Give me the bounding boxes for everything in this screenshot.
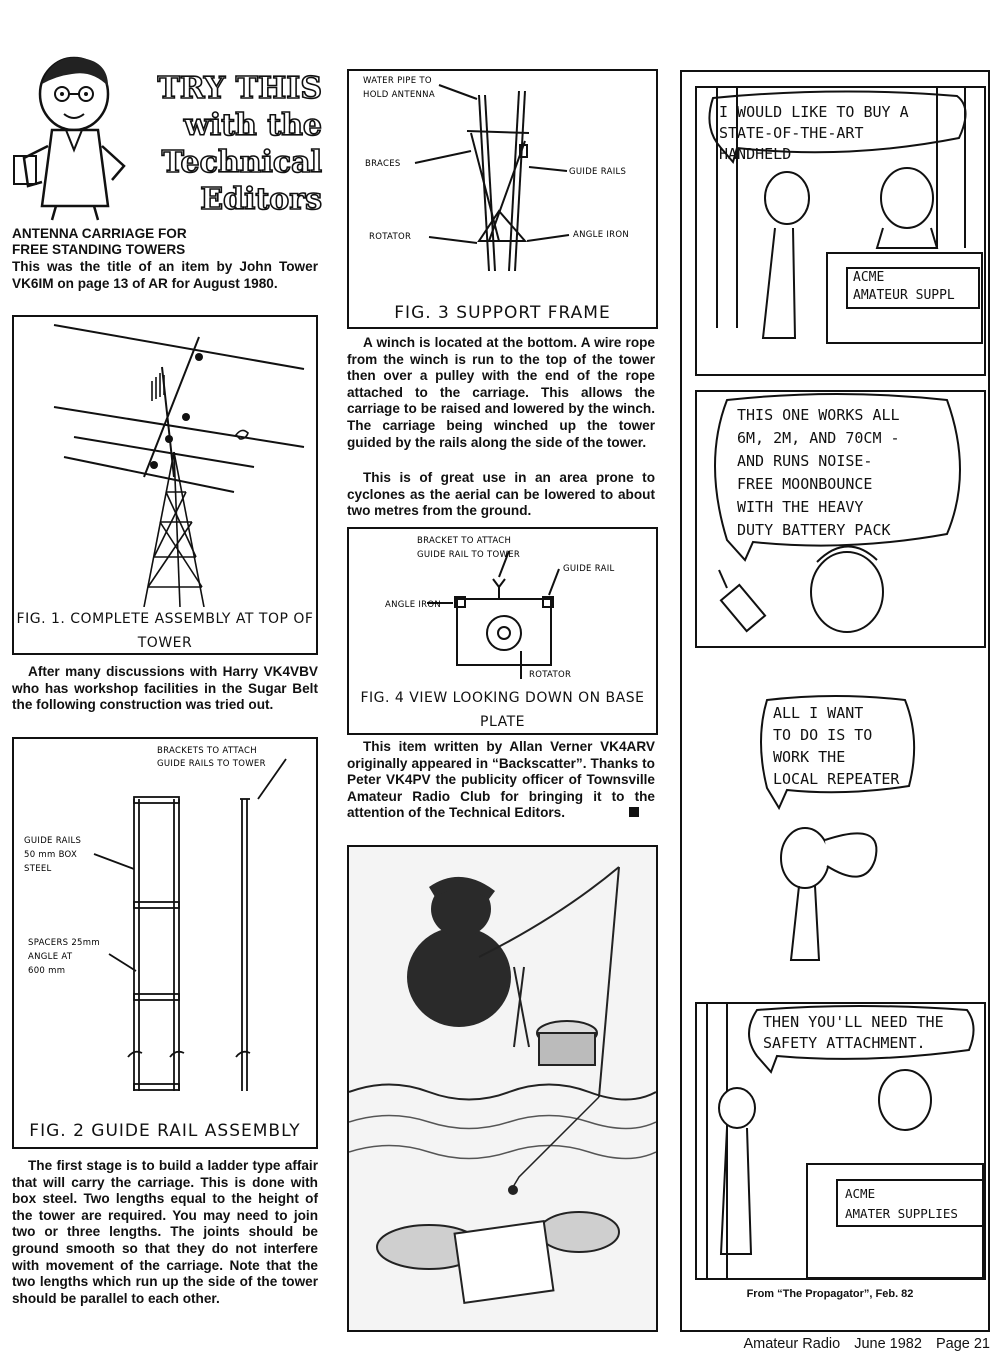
paragraph-winch: A winch is located at the bottom. A wire rope from the winch is run to the top of the tower then over a pulley with the end of the rope attached to the carriage. This allows the carriage to be raised and lowered by the winch. The carriage being winched up the tower guided by the rails along the side of the tower. [347, 335, 655, 450]
article-heading-line: ANTENNA CARRIAGE FOR [12, 226, 187, 241]
label-brackets-line: GUIDE RAILS TO TOWER [157, 759, 266, 769]
figure-3 [347, 69, 658, 329]
paragraph-credit [347, 739, 655, 822]
label-rails-line: STEEL [24, 864, 52, 874]
comic-panel-2 [695, 390, 986, 648]
speech-line: TO DO IS TO [773, 726, 873, 744]
panel-3-speech [773, 702, 899, 790]
caption-line: TOWER [137, 635, 193, 651]
article-heading-line: FREE STANDING TOWERS [12, 242, 186, 257]
label-guide-rails: GUIDE RAILS [569, 167, 627, 177]
article-heading [12, 226, 318, 258]
speech-line: THEN YOU'LL NEED THE [763, 1013, 944, 1031]
label-spacers-line: 600 mm [28, 966, 66, 976]
label-braces: BRACES [365, 159, 401, 169]
panel-2-speech [737, 404, 900, 542]
base-plate-drawing [349, 529, 656, 679]
label-brackets-line: BRACKETS TO ATTACH [157, 746, 257, 756]
label-rails-line: 50 mm BOX [24, 850, 78, 860]
comic-source-credit: From “The Propagator”, Feb. 82 [746, 1288, 914, 1300]
label-bracket-line: GUIDE RAIL TO TOWER [417, 550, 521, 560]
caption-line: FIG. 1. COMPLETE ASSEMBLY AT TOP OF [16, 611, 314, 627]
comic-panel-4 [695, 1002, 986, 1280]
sign-line: ACME [853, 270, 885, 285]
footer-date: June 1982 [854, 1336, 922, 1352]
panel-1-sign [853, 269, 955, 305]
label-guide-rail: GUIDE RAIL [563, 564, 615, 574]
fishing-cartoon [347, 845, 658, 1332]
figure-1-caption [14, 607, 316, 655]
speech-line: AND RUNS NOISE- [737, 452, 873, 470]
section-title [140, 70, 322, 218]
speech-line: STATE-OF-THE-ART [719, 124, 864, 142]
comic-panel-1 [695, 86, 986, 376]
figure-1 [12, 315, 318, 655]
tower-antenna-drawing [14, 317, 316, 607]
credit-text: This item written by Allan Verner VK4ARV originally appeared in “Backscatter”. Thanks to Peter VK4PV the publicity officer of Townsville Amateur Radio Club for bringing it to the attention of the Technical Editors. [347, 739, 655, 821]
title-line: Editors [200, 182, 322, 217]
speech-line: WORK THE [773, 748, 846, 766]
panel-4-sign [845, 1184, 958, 1224]
label-spacers-line: ANGLE AT [28, 952, 73, 962]
figure-3-caption: FIG. 3 SUPPORT FRAME [394, 303, 611, 323]
figure-2-caption: FIG. 2 GUIDE RAIL ASSEMBLY [29, 1121, 301, 1141]
speech-line: THIS ONE WORKS ALL [737, 406, 900, 424]
speech-line: LOCAL REPEATER [773, 770, 900, 788]
sign-line: ACME [845, 1186, 876, 1201]
speech-line: I WOULD LIKE TO BUY A [719, 103, 909, 121]
sign-line: AMATEUR SUPPL [853, 288, 955, 303]
label-spacers-line: SPACERS 25mm [28, 938, 100, 948]
label-rotator: ROTATOR [529, 670, 572, 679]
speech-line: ALL I WANT [773, 704, 864, 722]
title-line: with the [183, 108, 322, 143]
article-intro: This was the title of an item by John Tower VK6IM on page 13 of AR for August 1980. [12, 259, 318, 291]
label-pipe-line: HOLD ANTENNA [363, 90, 435, 100]
label-angle-iron: ANGLE IRON [573, 230, 630, 240]
label-pipe-line: WATER PIPE TO [363, 76, 432, 86]
page-footer [600, 1336, 990, 1352]
speech-line: FREE MOONBOUNCE [737, 475, 873, 493]
title-line: Technical [161, 145, 322, 180]
footer-publication: Amateur Radio [743, 1336, 841, 1352]
label-angle-iron: ANGLE IRON [385, 600, 442, 610]
figure-4-caption [349, 686, 656, 734]
figure-2 [12, 737, 318, 1149]
speech-line: HANDHELD [719, 145, 792, 163]
speech-line: SAFETY ATTACHMENT. [763, 1034, 926, 1052]
support-frame-drawing [349, 71, 656, 301]
figure-4 [347, 527, 658, 735]
comic-panel-3 [695, 690, 986, 970]
paragraph-first-stage: The first stage is to build a ladder type affair that will carry the carriage. This is done with box steel. Two lengths equal to the height of the tower are required. You may need to join two or three lengths. The joints should be ground smooth so that they do not interfere with movement of the carriage. Note that the two lengths which run up the side of the tower should be parallel to each other. [12, 1158, 318, 1306]
panel-4-speech [763, 1012, 944, 1054]
speech-line: 6M, 2M, AND 70CM - [737, 429, 900, 447]
caption-line: PLATE [480, 714, 525, 730]
speech-line: DUTY BATTERY PACK [737, 521, 891, 539]
paragraph-discussions: After many discussions with Harry VK4VBV who has workshop facilities in the Sugar Belt the following construction was tried out. [12, 664, 318, 713]
panel-1-speech [719, 102, 909, 165]
title-line: TRY THIS [157, 71, 322, 106]
guide-rail-drawing [14, 739, 316, 1119]
fishing-cartoon-drawing [349, 847, 656, 1330]
label-rotator: ROTATOR [369, 232, 412, 242]
end-mark-icon [629, 807, 639, 817]
label-bracket-line: BRACKET TO ATTACH [417, 536, 512, 546]
mascot-illustration [12, 46, 142, 221]
footer-page-number: Page 21 [935, 1336, 990, 1352]
caption-line: FIG. 4 VIEW LOOKING DOWN ON BASE [360, 690, 645, 706]
speech-line: WITH THE HEAVY [737, 498, 864, 516]
label-rails-line: GUIDE RAILS [24, 836, 82, 846]
paragraph-cyclones: This is of great use in an area prone to cyclones as the aerial can be lowered to about two metres from the ground. [347, 470, 655, 519]
sign-line: AMATER SUPPLIES [845, 1206, 958, 1221]
